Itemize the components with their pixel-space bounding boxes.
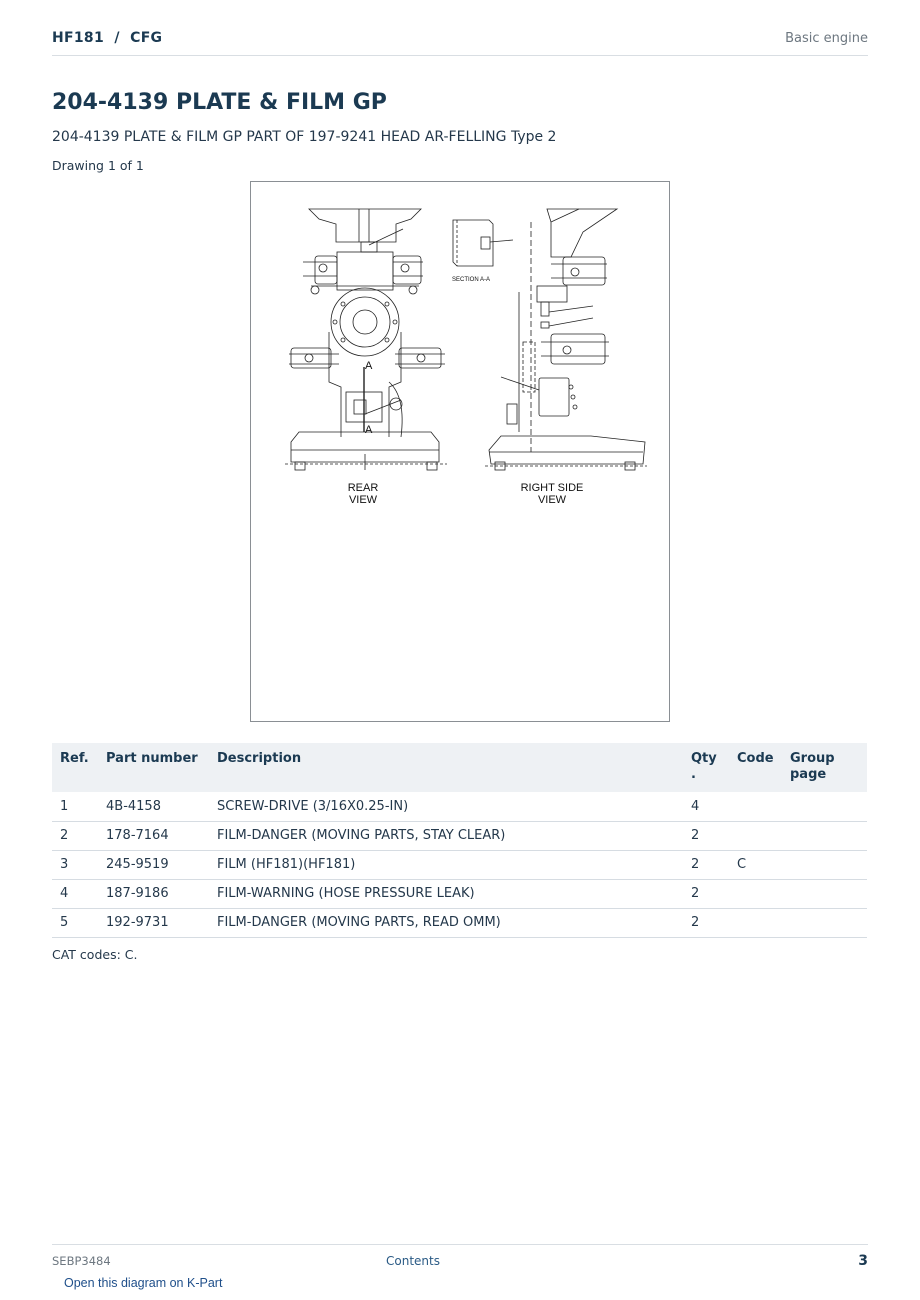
cell-ref: 2 [52, 821, 98, 850]
table-row [52, 792, 867, 821]
rear-view-label [333, 482, 393, 506]
col-header-part-number: Part number [98, 743, 209, 792]
section-name: Basic engine [785, 31, 868, 46]
document-id: SEBP3484 [52, 1254, 111, 1268]
table-header-row [52, 743, 867, 792]
cell-description: FILM (HF181)(HF181) [209, 850, 683, 879]
table-row [52, 850, 867, 879]
cell-description: FILM-WARNING (HOSE PRESSURE LEAK) [209, 879, 683, 908]
drawing-count: Drawing 1 of 1 [52, 158, 144, 173]
cell-code [729, 879, 782, 908]
cell-group-page [782, 850, 867, 879]
cat-codes-note: CAT codes: C. [52, 947, 138, 962]
right-side-view-label [507, 482, 597, 506]
cell-group-page [782, 821, 867, 850]
cell-group-page [782, 792, 867, 821]
kpart-diagram-link[interactable]: Open this diagram on K-Part [64, 1276, 223, 1290]
right-side-view-label-line2: VIEW [537, 494, 567, 506]
cell-part-number: 192-9731 [98, 908, 209, 937]
col-header-code: Code [729, 743, 782, 792]
parts-table [52, 743, 867, 938]
model-breadcrumb: HF181 / CFG [52, 30, 163, 46]
page-title: 204-4139 PLATE & FILM GP [52, 90, 387, 115]
contents-link[interactable]: Contents [386, 1254, 440, 1268]
parts-diagram[interactable] [250, 181, 670, 722]
cell-qty: 2 [683, 879, 729, 908]
cell-group-page [782, 879, 867, 908]
right-side-view-drawing [485, 209, 647, 470]
cell-description: FILM-DANGER (MOVING PARTS, STAY CLEAR) [209, 821, 683, 850]
cell-ref: 4 [52, 879, 98, 908]
page-footer [52, 1244, 868, 1274]
cell-qty: 2 [683, 850, 729, 879]
cell-ref: 3 [52, 850, 98, 879]
page-header [52, 28, 868, 56]
section-marker-top: A [365, 360, 373, 372]
cell-part-number: 245-9519 [98, 850, 209, 879]
cell-code: C [729, 850, 782, 879]
cell-code [729, 821, 782, 850]
cell-code [729, 792, 782, 821]
col-header-ref: Ref. [52, 743, 98, 792]
cell-ref: 1 [52, 792, 98, 821]
col-header-qty: Qty . [683, 743, 729, 792]
section-marker-bottom: A [365, 424, 373, 436]
rear-view-label-line1: REAR [347, 482, 379, 494]
col-header-description: Description [209, 743, 683, 792]
page-subtitle: 204-4139 PLATE & FILM GP PART OF 197-9241 HEAD AR-FELLING Type 2 [52, 129, 557, 145]
cell-qty: 2 [683, 821, 729, 850]
section-a-a-drawing [453, 220, 513, 266]
section-a-a-label: SECTION A-A [452, 277, 491, 283]
col-header-group-page: Group page [782, 743, 867, 792]
cell-part-number: 187-9186 [98, 879, 209, 908]
right-side-view-label-line1: RIGHT SIDE [520, 482, 584, 494]
table-row [52, 879, 867, 908]
cell-part-number: 178-7164 [98, 821, 209, 850]
cell-code [729, 908, 782, 937]
cell-qty: 4 [683, 792, 729, 821]
cell-description: FILM-DANGER (MOVING PARTS, READ OMM) [209, 908, 683, 937]
cell-group-page [782, 908, 867, 937]
cell-qty: 2 [683, 908, 729, 937]
table-row [52, 908, 867, 937]
page-number: 3 [858, 1253, 868, 1269]
diagram-illustration [251, 182, 671, 723]
table-row [52, 821, 867, 850]
cell-description: SCREW-DRIVE (3/16X0.25-IN) [209, 792, 683, 821]
cell-ref: 5 [52, 908, 98, 937]
cell-part-number: 4B-4158 [98, 792, 209, 821]
rear-view-label-line2: VIEW [348, 494, 378, 506]
